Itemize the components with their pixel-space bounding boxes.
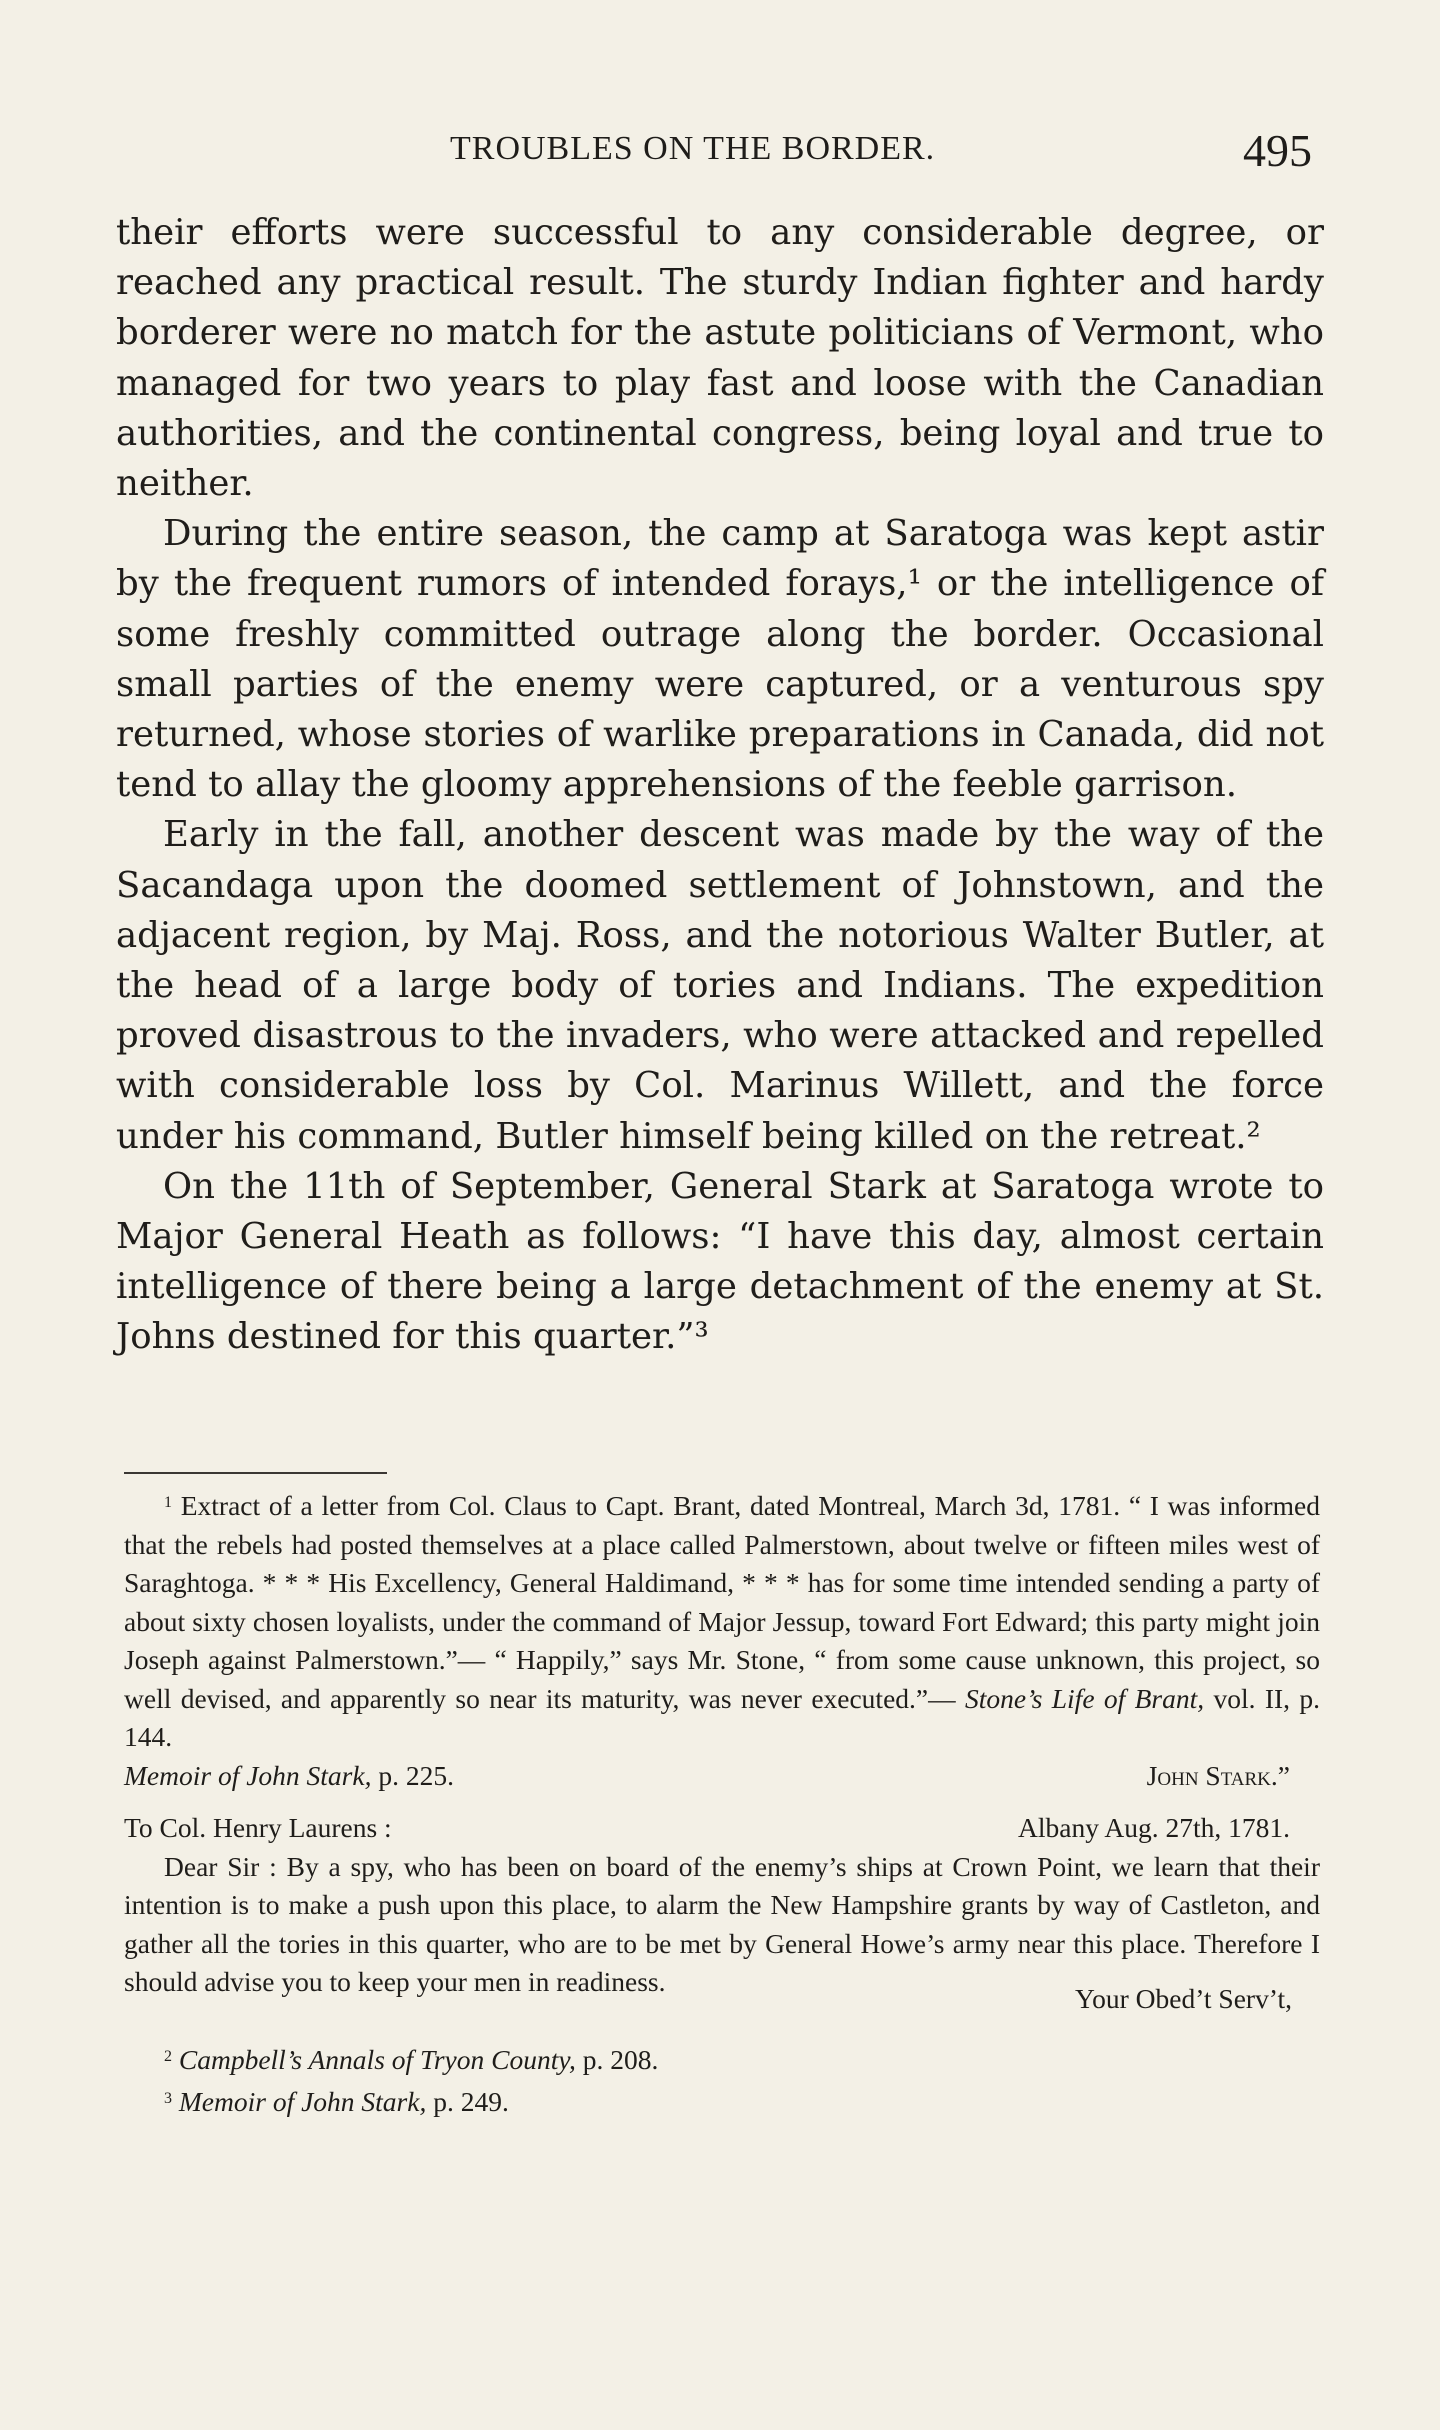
running-head: [116, 124, 1312, 174]
paragraph-3: Early in the fall, another descent was made by the way of the Sacandaga upon the doomed settlement of Johnstown, and the adjacent region, by Maj. Ross, and the notorious Walter Butler, at the head of a large body of tories and Indians. The expedition proved disastrous to the invaders, who were attacked and repelled with considerable loss by Col. Marinus Willett, and the force under his command, Butler himself being killed on the retreat.²: [116, 814, 1324, 1157]
body-text: [116, 208, 1324, 1363]
footnote-1-cite-rest: vol. II, p. 144.: [124, 1682, 1321, 1752]
footnote-1-signature: John Stark.”: [1146, 1759, 1290, 1791]
footnote-3: [124, 2080, 1320, 2122]
footnotes: [124, 1484, 1320, 2121]
footnote-1-text: Extract of a letter from Col. Claus to Capt. Brant, dated Montreal, March 3d, 1781. “ I was informed that the rebels had posted themselves at a place called Palmerstown, about twelve or fifteen miles west of Saraghtoga. * * * His Excellency, General Haldimand, * * * has for some time intended sending a party of about sixty chosen loyalists, under the command of Major Jessup, toward Fort Edward; this party might join Joseph against Palmerstown.”— “ Happily,” says Mr. Stone, “ from some cause unknown, this project, so well devised, and apparently so near its maturity, was never executed.”—: [124, 1490, 1320, 1714]
paragraph-2: During the entire season, the camp at Saratoga was kept astir by the frequent rumors of intended forays,¹ or the intelligence of some freshly committed outrage along the border. Occasional small parties of the enemy were captured, or a venturous spy returned, whose stories of warlike preparations in Canada, did not tend to allay the gloomy apprehensions of the feeble garrison.: [116, 513, 1324, 806]
paragraph-4: On the 11th of September, General Stark at Saratoga wrote to Major General Heath as follows: “I have this day, almost certain intelligence of there being a large detachment of the enemy at St. Johns destined for this quarter.”³: [116, 1165, 1324, 1358]
letter-recipient: To Col. Henry Laurens :: [124, 1812, 392, 1843]
running-title: TROUBLES ON THE BORDER.: [450, 130, 936, 167]
footnote-1-memoir: [124, 1757, 454, 1796]
footnote-3-title: Memoir of John Stark,: [178, 2085, 427, 2117]
letter-heading-row: [124, 1809, 1320, 1848]
footnote-1-marker: 1: [164, 1494, 172, 1511]
letter-closing: Your Obed’t Serv’t,: [1075, 1982, 1292, 2014]
footnote-2: [124, 2038, 1320, 2080]
footnote-rule: [124, 1472, 387, 1474]
footnote-1-cite-title: Stone’s Life of Brant,: [964, 1682, 1205, 1714]
letter-body: Dear Sir : By a spy, who has been on board of the enemy’s ships at Crown Point, we learn that their intention is to make a push upon this place, to alarm the New Hampshire grants by way of Castleton, and gather all the tories in this quarter, who are to be met by General Howe’s army near this place. Therefore I should advise you to keep your men in readiness.: [124, 1850, 1320, 1997]
footnote-2-title: Campbell’s Annals of Tryon County,: [178, 2044, 576, 2075]
footnote-2-page: p. 208.: [582, 2044, 659, 2075]
footnote-1-memoir-title: Memoir of John Stark,: [124, 1759, 372, 1791]
page-number: 495: [1243, 125, 1312, 176]
footnote-1-source-row: [124, 1757, 1320, 1796]
letter-body-row: [124, 1848, 1320, 2002]
footnote-3-page: p. 249.: [433, 2085, 509, 2117]
footnote-2-marker: 2: [164, 2048, 172, 2065]
letter-date: Albany Aug. 27th, 1781.: [1018, 1812, 1290, 1843]
footnote-1-memoir-page: p. 225.: [378, 1759, 454, 1791]
footnote-1: [124, 1484, 1320, 1757]
paragraph-1: their efforts were successful to any considerable degree, or reached any practical result. The sturdy Indian fighter and hardy borderer were no match for the astute politicians of Vermont, who managed for two years to play fast and loose with the Canadian authorities, and the continental congress, being loyal and true to neither.: [116, 212, 1324, 505]
footnote-3-marker: 3: [164, 2089, 172, 2107]
